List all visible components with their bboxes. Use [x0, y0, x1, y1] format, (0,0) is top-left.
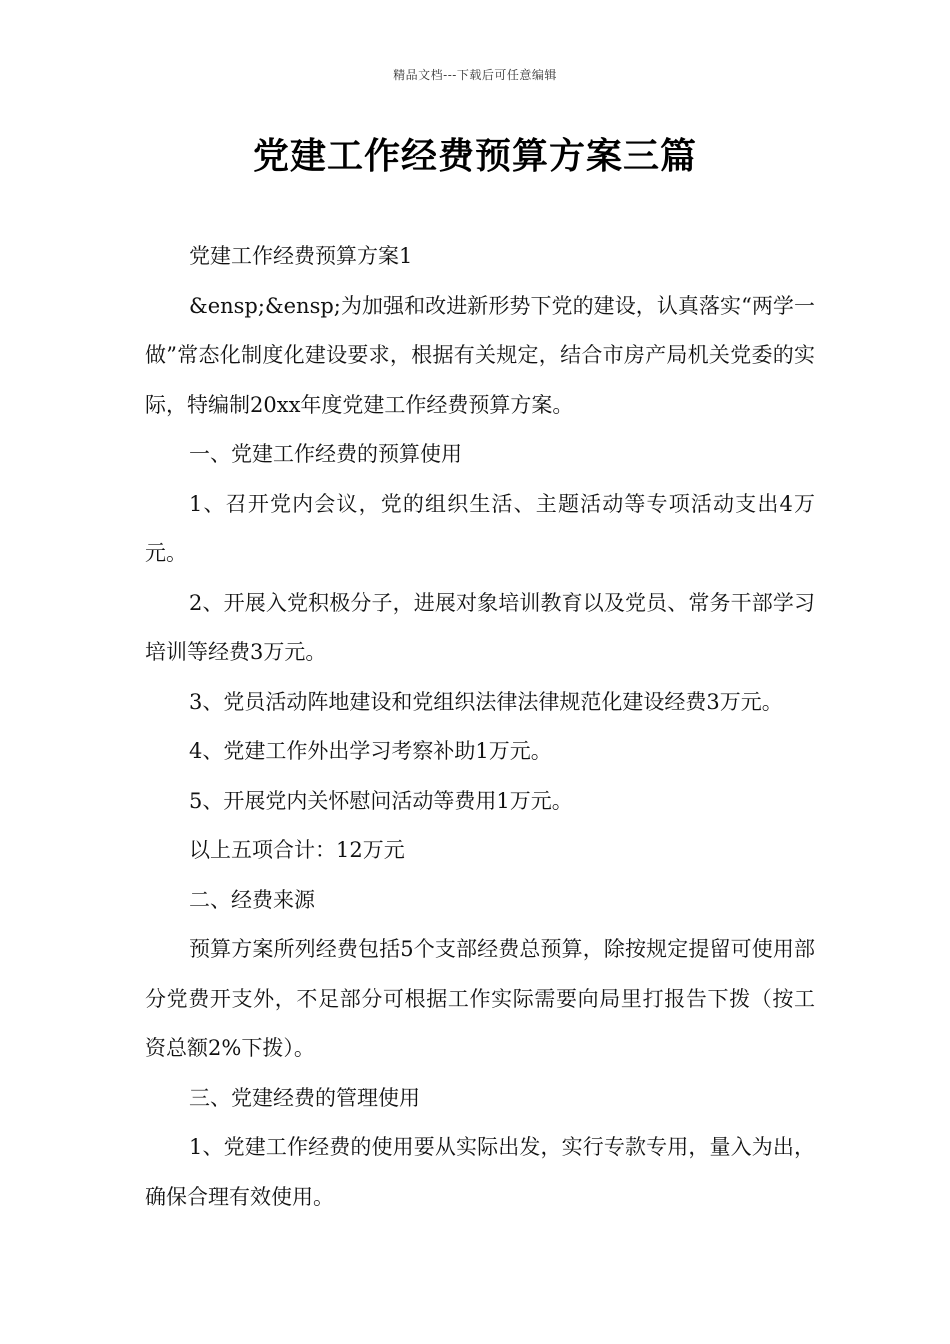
paragraph-management-1: 1、党建工作经费的使用要从实际出发，实行专款专用，量入为出，确保合理有效使用。: [145, 1135, 815, 1209]
paragraph-item-3: 3、党员活动阵地建设和党组织法律法律规范化建设经费3万元。: [189, 689, 783, 714]
section-heading-budget-use: 一、党建工作经费的预算使用: [189, 442, 462, 466]
paragraph-total: 以上五项合计：12万元: [189, 838, 405, 862]
section-heading-management: 三、党建经费的管理使用: [189, 1085, 420, 1110]
document-body: [145, 232, 815, 1222]
paragraph-item-1: 1、召开党内会议，党的组织生活、主题活动等专项活动支出4万元。: [145, 491, 815, 565]
paragraph-intro: &ensp;&ensp;为加强和改进新形势下党的建设，认真落实“两学一做”常态化制度化建设要求，根据有关规定，结合市房产局机关党委的实际，特编制20xx年度党建工作经费预算方案。: [145, 293, 815, 417]
paragraph-subtitle: 党建工作经费预算方案1: [189, 244, 413, 268]
paragraph-item-4: 4、党建工作外出学习考察补助1万元。: [189, 739, 552, 763]
page-header: 精品文档---下载后可任意编辑: [393, 68, 557, 82]
document-title: 党建工作经费预算方案三篇: [252, 135, 697, 177]
paragraph-item-2: 2、开展入党积极分子，进展对象培训教育以及党员、常务干部学习培训等经费3万元。: [145, 590, 815, 664]
paragraph-funding-source: 预算方案所列经费包括5个支部经费总预算，除按规定提留可使用部分党费开支外，不足部分可根据工作实际需要向局里打报告下拨（按工资总额2%下拨）。: [145, 937, 815, 1060]
paragraph-item-5: 5、开展党内关怀慰问活动等费用1万元。: [189, 788, 573, 813]
section-heading-funding-source: 二、经费来源: [189, 887, 315, 912]
